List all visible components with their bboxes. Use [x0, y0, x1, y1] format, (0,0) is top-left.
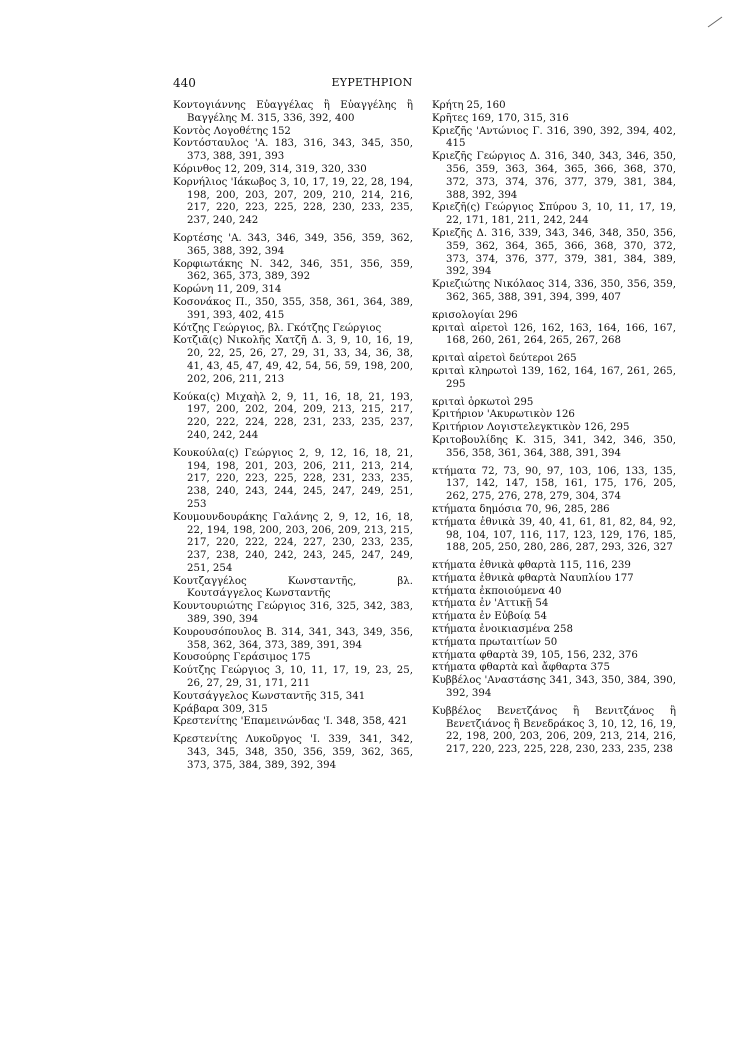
index-entry: κτήματα πρωταιτίων 50	[432, 636, 558, 648]
index-entry: Κορνήλιος 'Ιάκωβος 3, 10, 17, 19, 22, 28, 194, 198, 200, 203, 207, 209, 210, 214, 216, 217, 220, 223, 225, 228, 230, 233, 235, 237, 240, 242	[173, 176, 413, 227]
running-head: ΕΥΡΕΤΗΡΙΟΝ	[331, 76, 413, 89]
index-entry: Κουρουσόπουλος Β. 314, 341, 343, 349, 356, 358, 362, 364, 373, 389, 391, 394	[173, 626, 413, 651]
index-entry: Κρήτη 25, 160	[432, 100, 506, 111]
index-entry: Κοντόσταυλος 'Α. 183, 316, 343, 345, 350, 373, 388, 391, 393	[173, 138, 413, 163]
index-entry: κτήματα ἐθνικὰ 39, 40, 41, 61, 81, 82, 84, 92, 98, 104, 107, 116, 117, 123, 129, 176, 185, 188, 205, 250, 280, 286, 287, 293, 326, 327	[432, 516, 676, 554]
index-entry: Κουκούλα(ς) Γεώργιος 2, 9, 12, 16, 18, 21, 194, 198, 201, 203, 206, 211, 213, 214, 217, 220, 223, 225, 228, 231, 233, 235, 238, 240, 243, 244, 245, 247, 249, 251, 253	[173, 447, 413, 510]
index-entry: κρισολογίαι 296	[432, 309, 518, 321]
index-entry: Κριτήριον 'Ακυρωτικὸν 126	[432, 409, 575, 421]
index-entry: Κοντογιάννης Εὐαγγέλας ἢ Εὐαγγέλης ἢ Βαγγέλης Μ. 315, 336, 392, 400	[173, 100, 413, 124]
index-entry: Κριεζῆς Δ. 316, 339, 343, 346, 348, 350, 356, 359, 362, 364, 365, 366, 368, 370, 372, 373, 374, 376, 377, 379, 381, 384, 389, 392, 394	[432, 227, 676, 278]
index-column-left	[173, 100, 413, 773]
index-entry: Κριεζῆς Γεώργιος Δ. 316, 340, 343, 346, 350, 356, 359, 363, 364, 365, 366, 368, 370, 372, 373, 374, 376, 377, 379, 381, 384, 388, 392, 394	[432, 151, 676, 201]
index-entry: Κυββέλος Βενετζάνος ἢ Βενιτζάνος ἢ Βενετζιάνος ἢ Βενεδράκος 3, 10, 12, 16, 19, 22, 198, 200, 203, 206, 209, 213, 214, 216, 217, 220, 223, 225, 228, 230, 233, 235, 238	[432, 705, 676, 756]
index-entry: Κυββέλος 'Αναστάσης 341, 343, 350, 384, 390, 392, 394	[432, 675, 676, 700]
index-column-right	[432, 100, 676, 757]
index-entry: κτήματα 72, 73, 90, 97, 103, 106, 133, 135, 137, 142, 147, 158, 161, 175, 176, 205, 262, 275, 276, 278, 279, 304, 374	[432, 465, 676, 503]
index-entry: κτήματα ἐθνικὰ φθαρτὰ Ναυπλίου 177	[432, 572, 634, 584]
index-entry: κτήματα δημόσια 70, 96, 285, 286	[432, 503, 610, 515]
index-entry: Κουτσάγγελος Κωνσταντῆς 315, 341	[173, 690, 366, 702]
index-entry: Κούκα(ς) Μιχαὴλ 2, 9, 11, 16, 18, 21, 193, 197, 200, 202, 204, 209, 213, 215, 217, 220, 222, 224, 228, 231, 233, 235, 237, 240, 242, 244	[173, 391, 413, 441]
index-entry: κτήματα ἐκποιούμενα 40	[432, 585, 562, 597]
index-entry: Κουντουριώτης Γεώργιος 316, 325, 342, 383, 389, 390, 394	[173, 601, 413, 626]
index-entry: κριταὶ κληρωτοὶ 139, 162, 164, 167, 261, 265, 295	[432, 365, 676, 390]
index-entry: Κότζης Γεώργιος, βλ. Γκότζης Γεώργιος	[173, 322, 382, 334]
index-entry: Κουσούρης Γεράσιμος 175	[173, 652, 311, 664]
index-entry: κριταὶ ὁρκωτοὶ 295	[432, 396, 534, 408]
index-entry: Κριεζῆ(ς) Γεώργιος Σπύρου 3, 10, 11, 17, 19, 22, 171, 181, 211, 242, 244	[432, 202, 676, 227]
index-entry: Κούτζης Γεώργιος 3, 10, 11, 17, 19, 23, 25, 26, 27, 29, 31, 171, 211	[173, 665, 413, 690]
index-entry: κριταὶ αἱρετοὶ δεύτεροι 265	[432, 353, 577, 365]
index-entry: κτήματα ἐν Εὐβοίᾳ 54	[432, 611, 547, 623]
index-entry: κτήματα ἐνοικιασμένα 258	[432, 624, 573, 636]
index-entry: Κουτζαγγέλος Κωνσταντῆς, βλ. Κουτσάγγελος Κωνσταντῆς	[173, 575, 413, 600]
index-entry: Κορώνη 11, 209, 314	[173, 284, 282, 296]
index-entry: κτήματα φθαρτὰ 39, 105, 156, 232, 376	[432, 649, 638, 661]
pencil-mark-icon	[706, 15, 724, 29]
index-entry: Κοτζιᾶ(ς) Νικολῆς Χατζῆ Δ. 3, 9, 10, 16, 19, 20, 22, 25, 26, 27, 29, 31, 33, 34, 36, 38, 41, 43, 45, 47, 49, 42, 54, 56, 59, 198, 200, 202, 206, 211, 213	[173, 335, 413, 385]
index-entry: κτήματα ἐν 'Αττικῇ 54	[432, 598, 549, 610]
index-entry: Κουμουνδουράκης Γαλάνης 2, 9, 12, 16, 18, 22, 194, 198, 200, 203, 206, 209, 213, 215, 217, 220, 222, 224, 227, 230, 233, 235, 237, 238, 240, 242, 243, 245, 247, 249, 251, 254	[173, 511, 413, 574]
index-entry: κριταὶ αἱρετοὶ 126, 162, 163, 164, 166, 167, 168, 260, 261, 264, 265, 267, 268	[432, 322, 676, 347]
pencil-mark	[706, 14, 724, 33]
index-entry: Κριεζιώτης Νικόλαος 314, 336, 350, 356, 359, 362, 365, 388, 391, 394, 399, 407	[432, 279, 676, 303]
index-entry: Κριεζῆς 'Αντώνιος Γ. 316, 390, 392, 394, 402, 415	[432, 125, 676, 150]
index-entry: Κόρινθος 12, 209, 314, 319, 320, 330	[173, 163, 367, 175]
page-number: 440	[173, 76, 196, 90]
index-entry: Κοντὸς Λογοθέτης 152	[173, 125, 291, 137]
index-entry: Κορφιωτάκης Ν. 342, 346, 351, 356, 359, 362, 365, 373, 389, 392	[173, 258, 413, 283]
index-entry: Κριτοβουλίδης Κ. 315, 341, 342, 346, 350, 356, 358, 361, 364, 388, 391, 394	[432, 434, 676, 459]
index-entry: κτήματα ἐθνικὰ φθαρτὰ 115, 116, 239	[432, 560, 631, 572]
index-entry: Κρεστενίτης 'Επαμεινώνδας 'Ι. 348, 358, 421	[173, 716, 408, 728]
index-entry: Κράβαρα 309, 315	[173, 703, 268, 715]
index-entry: Κριτήριον Λογιστελεγκτικὸν 126, 295	[432, 422, 630, 434]
index-entry: Κρῆτες 169, 170, 315, 316	[432, 112, 569, 124]
index-entry: Κοσονάκος Π., 350, 355, 358, 361, 364, 389, 391, 393, 402, 415	[173, 296, 413, 321]
index-entry: Κρεστενίτης Λυκοῦργος 'Ι. 339, 341, 342, 343, 345, 348, 350, 356, 359, 362, 365, 373, 375, 384, 389, 392, 394	[173, 734, 413, 771]
index-entry: κτήματα φθαρτὰ καὶ ἄφθαρτα 375	[432, 662, 610, 674]
index-entry: Κορτέσης 'Α. 343, 346, 349, 356, 359, 362, 365, 388, 392, 394	[173, 232, 413, 257]
